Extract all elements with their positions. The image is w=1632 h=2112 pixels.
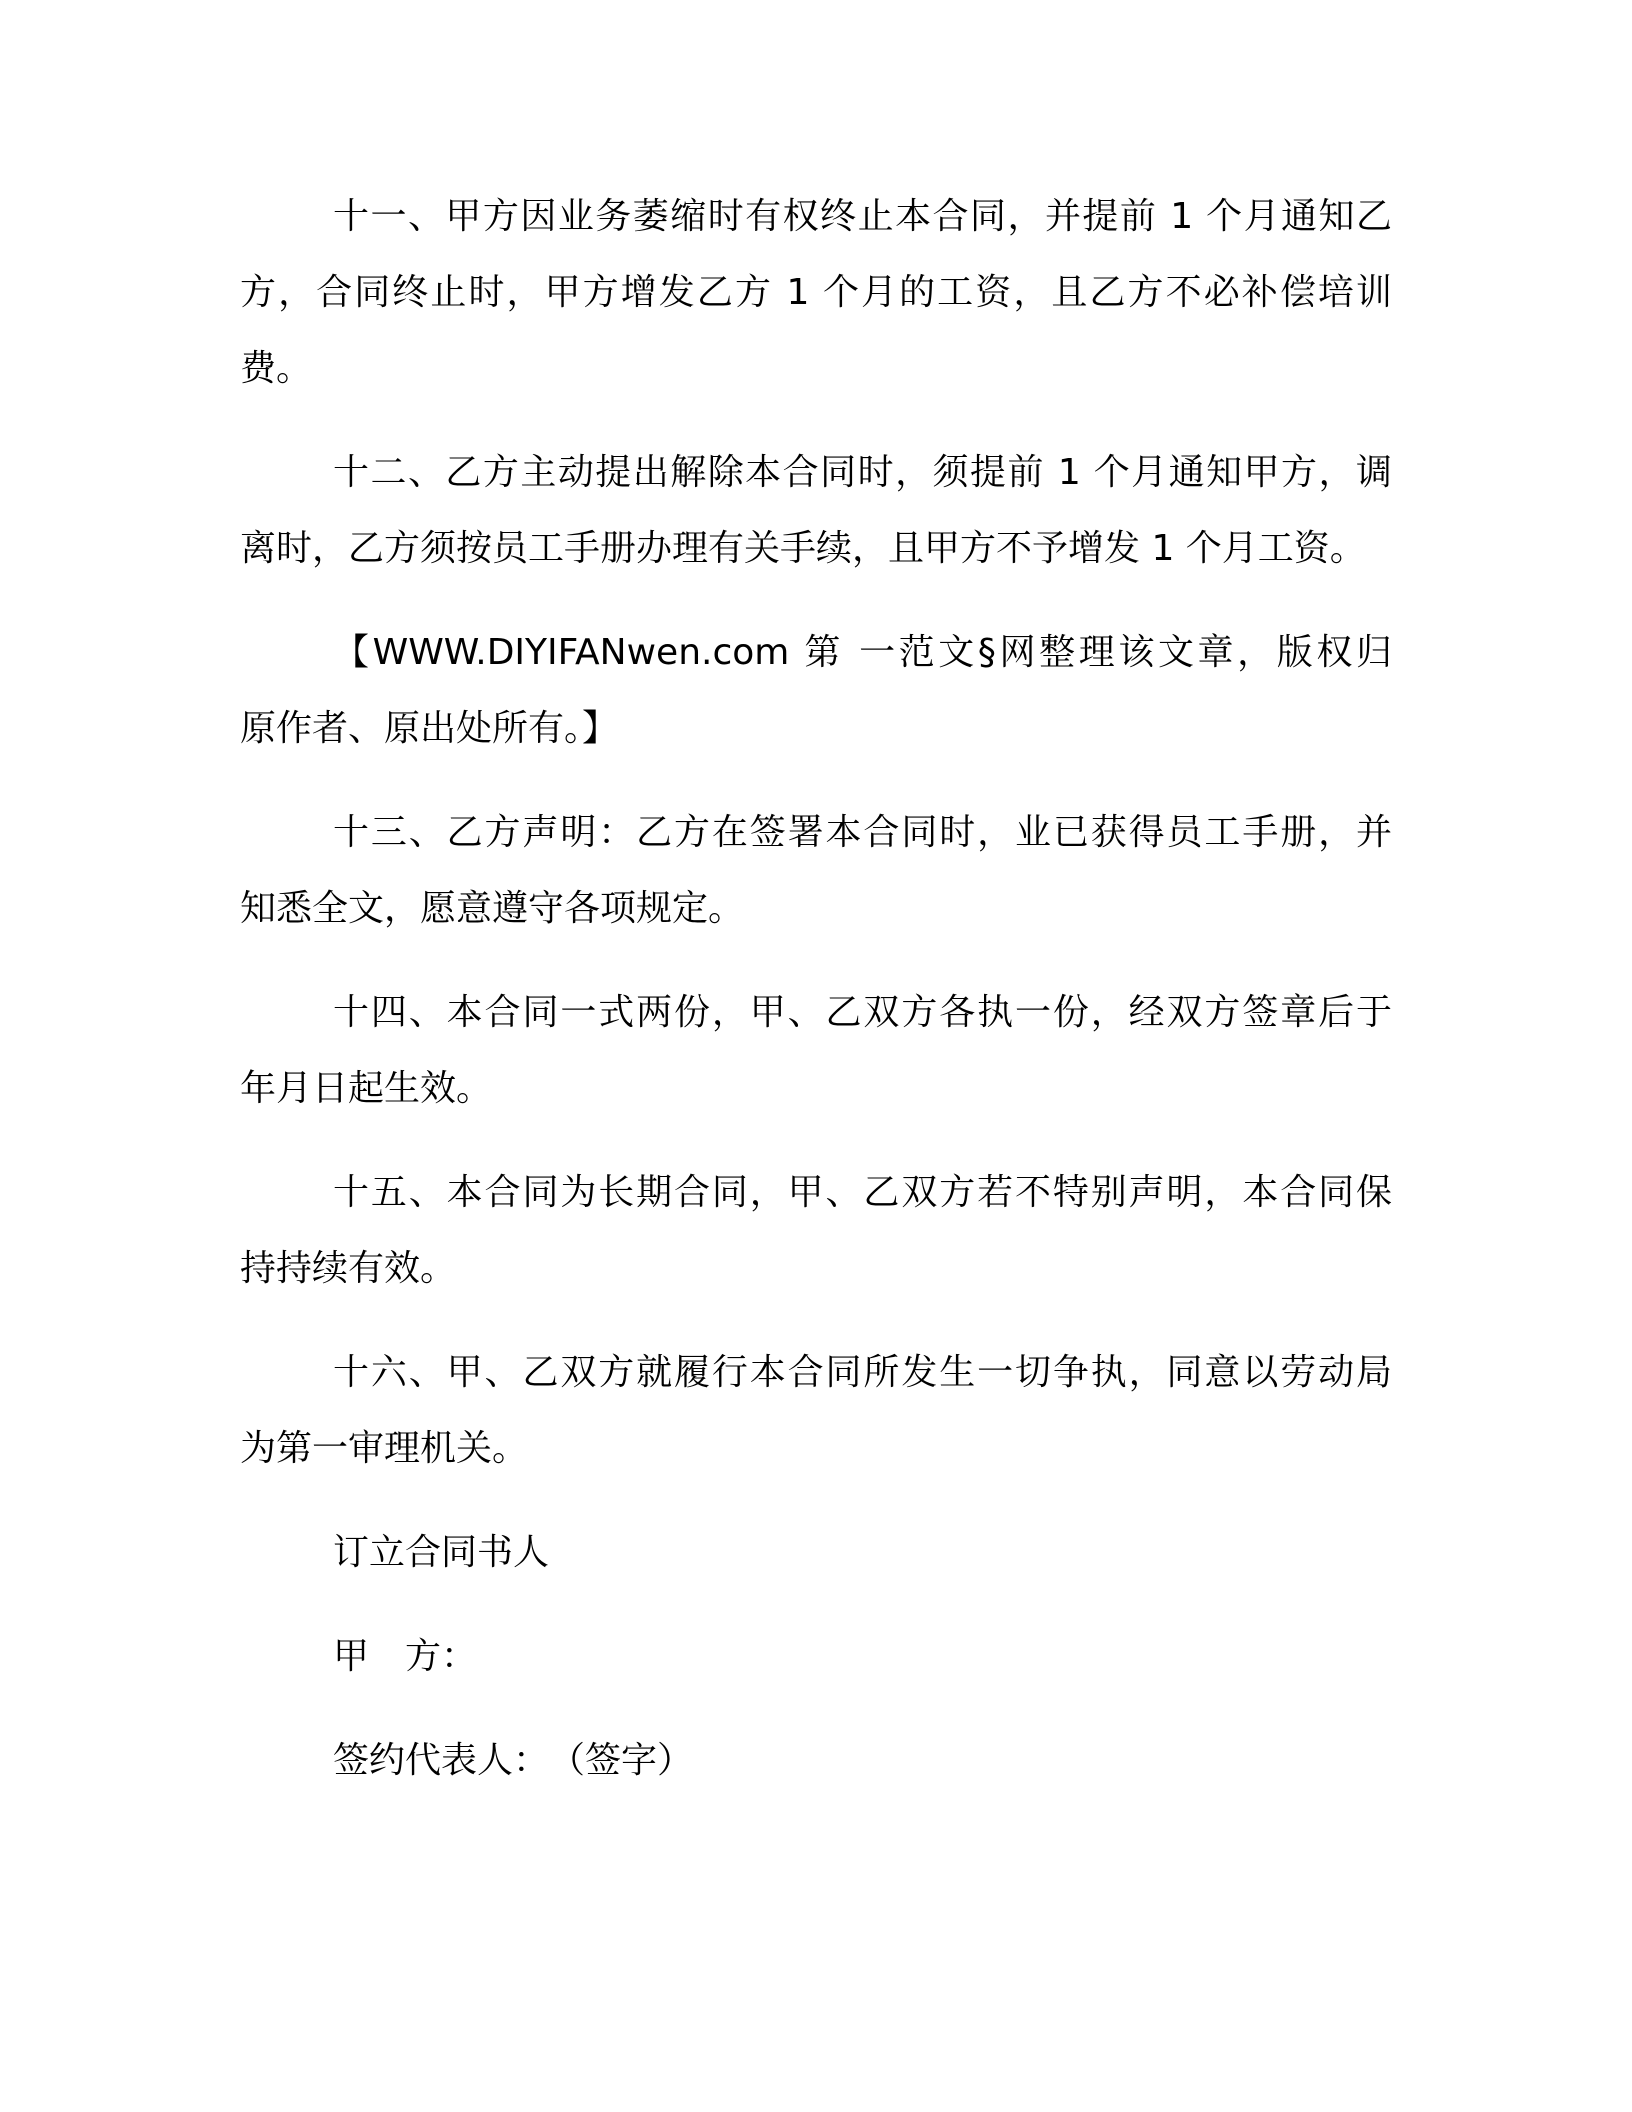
clause-text-line: 年月日起生效。 — [240, 1068, 493, 1109]
clause-text-line: 方，合同终止时，甲方增发乙方 1 个月的工资，且乙方不必补偿培训 — [240, 272, 1392, 313]
representative-signature-label: 签约代表人： （签字） — [333, 1740, 694, 1781]
clause-text-line: 十三、乙方声明：乙方在签署本合同时，业已获得员工手册，并 — [333, 812, 1392, 853]
source-notice — [240, 615, 1392, 767]
signature-block-heading — [240, 1515, 1392, 1591]
clause-15 — [240, 1155, 1392, 1307]
clause-text-line: 为第一审理机关。 — [240, 1428, 529, 1469]
clause-text-line: 持持续有效。 — [240, 1248, 457, 1289]
clause-text-line: 十六、甲、乙双方就履行本合同所发生一切争执，同意以劳动局 — [333, 1352, 1392, 1393]
representative-row — [240, 1723, 1392, 1799]
clause-text-line: 离时，乙方须按员工手册办理有关手续，且甲方不予增发 1 个月工资。 — [240, 528, 1366, 569]
clause-text-line: 十五、本合同为长期合同，甲、乙双方若不特别声明，本合同保 — [333, 1172, 1392, 1213]
clause-text-line: 十二、乙方主动提出解除本合同时，须提前 1 个月通知甲方，调 — [333, 452, 1392, 493]
clause-14 — [240, 975, 1392, 1127]
signature-heading: 订立合同书人 — [333, 1532, 550, 1573]
source-notice-line: 【WWW.DIYIFANwen.com 第 一范文§网整理该文章，版权归 — [333, 632, 1392, 673]
clause-13 — [240, 795, 1392, 947]
clause-12 — [240, 435, 1392, 587]
clause-text-line: 费。 — [240, 348, 313, 389]
document-body — [240, 179, 1392, 1827]
party-a-row — [240, 1619, 1392, 1695]
clause-text-line: 十一、甲方因业务萎缩时有权终止本合同，并提前 1 个月通知乙 — [333, 196, 1392, 237]
clause-16 — [240, 1335, 1392, 1487]
clause-11 — [240, 179, 1392, 407]
party-a-label: 甲 方： — [333, 1636, 478, 1677]
clause-text-line: 十四、本合同一式两份，甲、乙双方各执一份，经双方签章后于 — [333, 992, 1392, 1033]
source-notice-line: 原作者、原出处所有。】 — [240, 708, 619, 749]
clause-text-line: 知悉全文，愿意遵守各项规定。 — [240, 888, 745, 929]
